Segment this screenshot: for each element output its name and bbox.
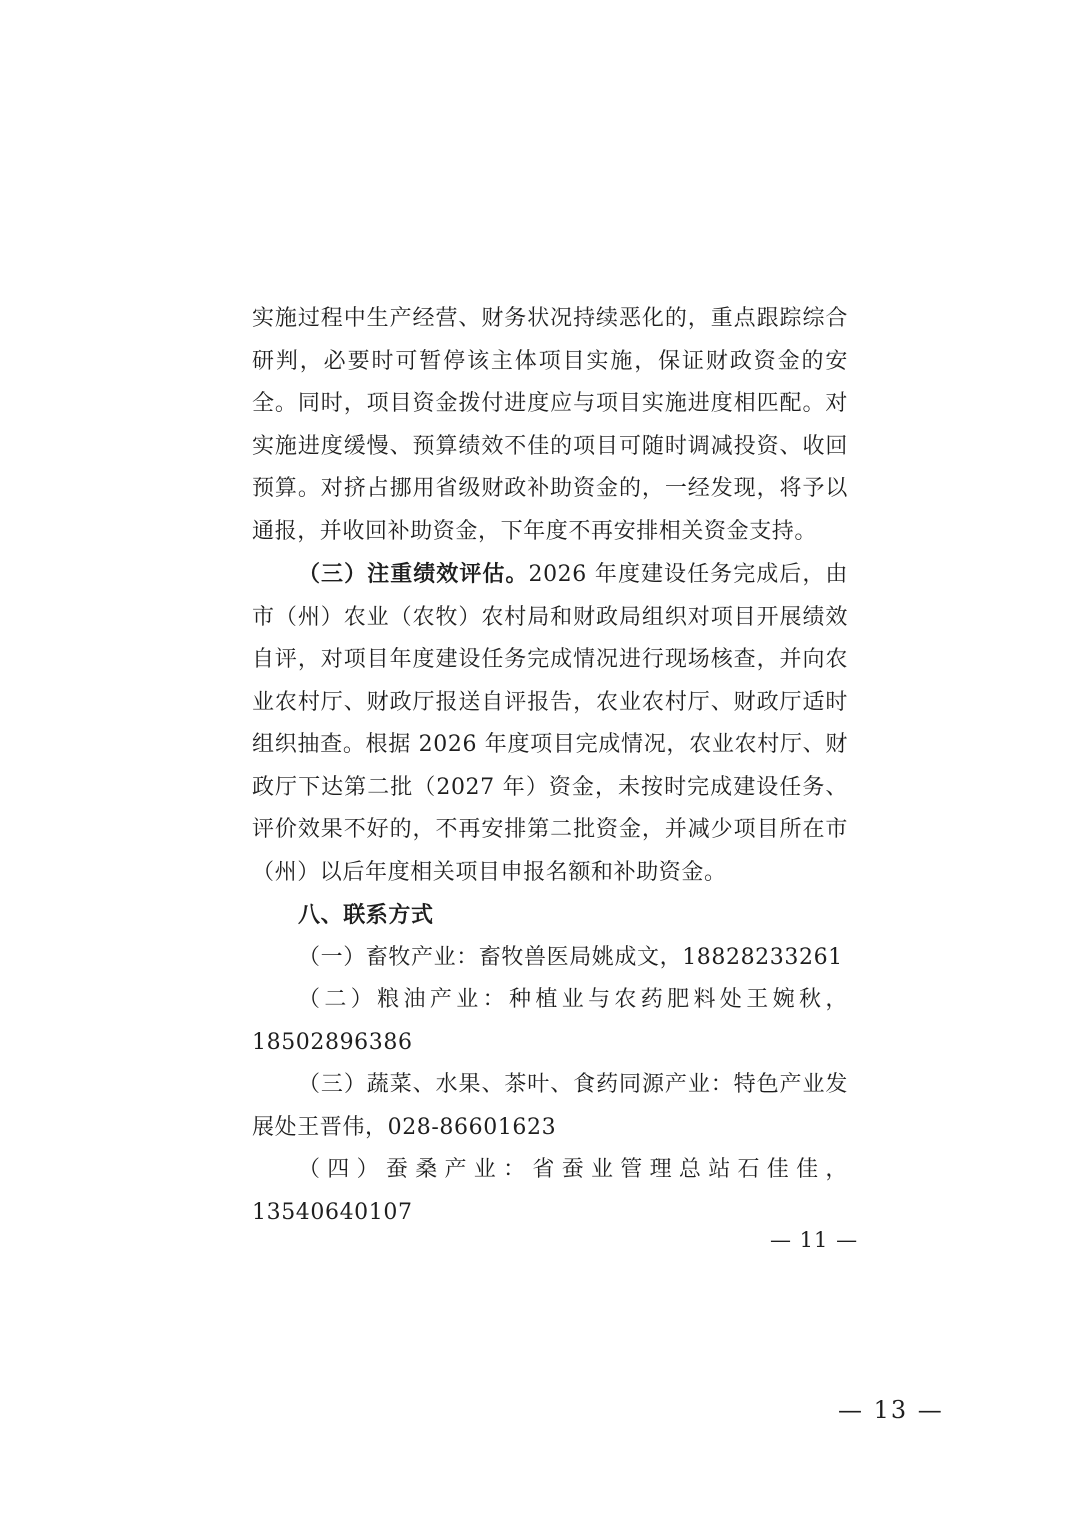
contact-item-sericulture: （四）蚕桑产业：省蚕业管理总站石佳佳，13540640107: [252, 1157, 848, 1225]
section-heading-contacts: 八、联系方式: [298, 902, 434, 928]
paragraph-performance-evaluation: [252, 553, 848, 894]
paragraph-body: 2026 年度建设任务完成后，由市（州）农业（农牧）农村局和财政局组织对项目开展绩效自评，对项目年度建设任务完成情况进行现场核查，并向农业农村厅、财政厅报送自评报告，农业农村厅、财政厅适时组织抽查。根据 2026 年度项目完成情况，农业农村厅、财政厅下达第二批（2027 年）资金，未按时完成建设任务、评价效果不好的，不再安排第二批资金，并减少项目所在市（州）以后年度相关项目申报名额和补助资金。: [252, 562, 848, 885]
paragraph-funding-supervision: 实施过程中生产经营、财务状况持续恶化的，重点跟踪综合研判，必要时可暂停该主体项目实施，保证财政资金的安全。同时，项目资金拨付进度应与项目实施进度相匹配。对实施进度缓慢、预算绩效不佳的项目可随时调减投资、收回预算。对挤占挪用省级财政补助资金的，一经发现，将予以通报，并收回补助资金，下年度不再安排相关资金支持。: [252, 306, 848, 544]
paragraph-lead-title: （三）注重绩效评估。: [298, 561, 529, 587]
body-text: [252, 298, 848, 1234]
contact-item-specialty: （三）蔬菜、水果、茶叶、食药同源产业：特色产业发展处王晋伟，028-86601623: [252, 1072, 848, 1140]
inner-page-number: — 11 —: [770, 1228, 859, 1252]
outer-page-number: — 13 —: [838, 1396, 944, 1424]
contact-item-grain-oil: （二）粮油产业：种植业与农药肥料处王婉秋，18502896386: [252, 987, 848, 1055]
contact-item-livestock: （一）畜牧产业：畜牧兽医局姚成文，18828233261: [298, 944, 843, 970]
